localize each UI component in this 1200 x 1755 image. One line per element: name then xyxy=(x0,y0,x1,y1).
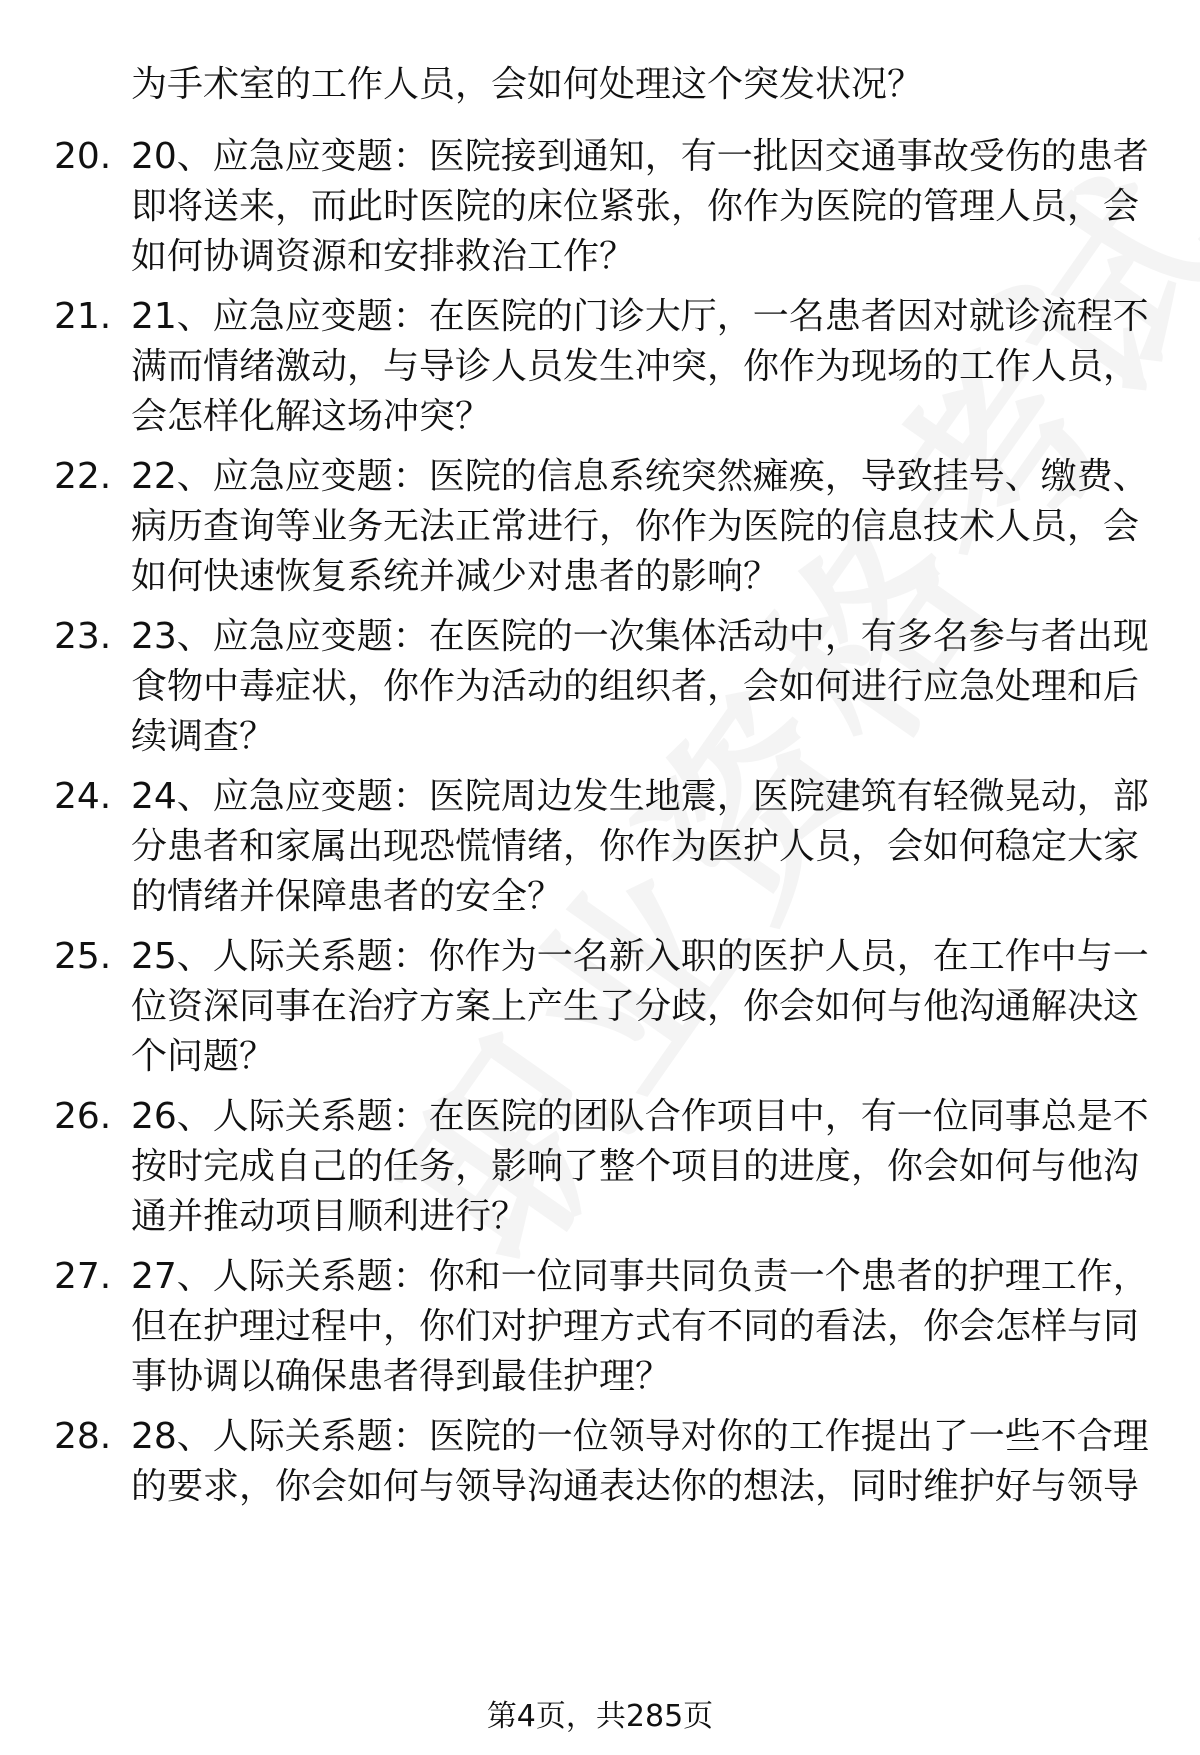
item-number: 25. xyxy=(54,936,112,977)
item-number: 23. xyxy=(54,616,112,657)
item-number: 22. xyxy=(54,456,112,497)
item-number: 24. xyxy=(54,776,112,817)
item-number: 28. xyxy=(54,1416,112,1457)
page-footer: 第4页，共285页 xyxy=(486,1699,714,1734)
item-text: 20、应急应变题：医院接到通知，有一批因交通事故受伤的患者即将送来，而此时医院的床位紧张，你作为医院的管理人员，会如何协调资源和安排救治工作？ xyxy=(131,136,1149,277)
item-text: 25、人际关系题：你作为一名新入职的医护人员，在工作中与一位资深同事在治疗方案上产生了分歧，你会如何与他沟通解决这个问题？ xyxy=(131,936,1149,1077)
item-number: 27. xyxy=(54,1256,112,1297)
item-text: 28、人际关系题：医院的一位领导对你的工作提出了一些不合理的要求，你会如何与领导沟通表达你的想法，同时维护好与领导 xyxy=(131,1416,1149,1507)
item-text: 24、应急应变题：医院周边发生地震，医院建筑有轻微晃动，部分患者和家属出现恐慌情绪，你作为医护人员，会如何稳定大家的情绪并保障患者的安全？ xyxy=(131,776,1149,917)
item-text: 21、应急应变题：在医院的门诊大厅，一名患者因对就诊流程不满而情绪激动，与导诊人员发生冲突，你作为现场的工作人员，会怎样化解这场冲突？ xyxy=(131,296,1149,437)
intro-text: 为手术室的工作人员，会如何处理这个突发状况？ xyxy=(131,64,924,105)
item-text: 23、应急应变题：在医院的一次集体活动中，有多名参与者出现食物中毒症状，你作为活动的组织者，会如何进行应急处理和后续调查？ xyxy=(131,616,1149,757)
item-text: 22、应急应变题：医院的信息系统突然瘫痪，导致挂号、缴费、病历查询等业务无法正常进行，你作为医院的信息技术人员，会如何快速恢复系统并减少对患者的影响？ xyxy=(131,456,1149,597)
item-number: 20. xyxy=(54,136,112,177)
item-text: 27、人际关系题：你和一位同事共同负责一个患者的护理工作，但在护理过程中，你们对护理方式有不同的看法，你会怎样与同事协调以确保患者得到最佳护理？ xyxy=(131,1256,1149,1397)
item-number: 26. xyxy=(54,1096,112,1137)
item-text: 26、人际关系题：在医院的团队合作项目中，有一位同事总是不按时完成自己的任务，影响了整个项目的进度，你会如何与他沟通并推动项目顺利进行？ xyxy=(131,1096,1149,1237)
item-number: 21. xyxy=(54,296,112,337)
